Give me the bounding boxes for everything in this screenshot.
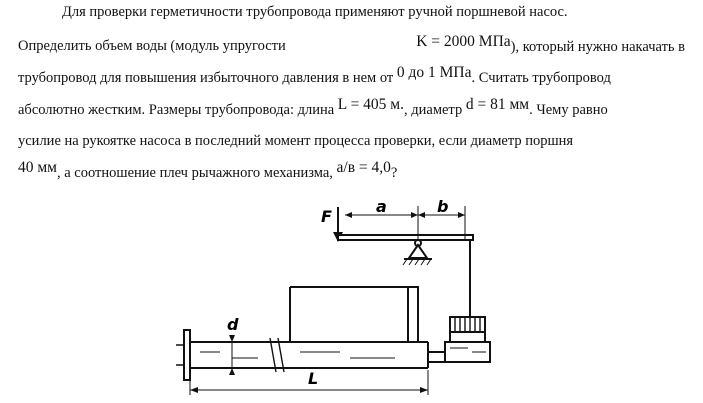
text-segment: Определить объем воды (модуль упругости <box>18 38 286 54</box>
text-segment: ? <box>390 165 398 181</box>
pivot-support <box>409 245 427 258</box>
label-a: a <box>376 197 387 216</box>
label-d: d <box>227 315 239 334</box>
label-length: L <box>308 369 319 388</box>
text-segment: Для проверки герметичности трубопровода применяют ручной поршневой насос. <box>62 4 568 20</box>
formula-piston-diameter: 40 мм <box>18 159 57 176</box>
label-force: F <box>321 207 332 226</box>
text-segment: усилие на рукоятке насоса в последний момент процесса проверки, если диаметр поршня <box>18 133 574 149</box>
water-hatch <box>200 352 395 358</box>
riser <box>408 287 418 342</box>
formula-lever-ratio: a/в = 4,0 <box>336 159 391 176</box>
text-segment: трубопровод для повышения избыточного давления в нем от <box>18 70 394 86</box>
text-segment: , диаметр <box>404 102 463 118</box>
text-segment: . Считать трубопровод <box>471 70 611 86</box>
text-segment: , а соотношение плеч рычажного механизма, <box>57 165 333 181</box>
formula-diameter: d = 81 мм <box>465 96 530 113</box>
label-b: b <box>437 197 449 216</box>
lever <box>338 235 473 240</box>
text-segment: абсолютно жестким. Размеры трубопровода: длина <box>18 102 335 118</box>
text-segment: ), который нужно накачать в <box>510 39 685 55</box>
formula-pressure: 0 до 1 МПа <box>396 64 472 81</box>
break-mark <box>270 338 276 372</box>
left-flange <box>184 330 190 380</box>
formula-length: L = 405 м. <box>337 96 404 113</box>
formula-modulus: K = 2000 МПа <box>416 33 511 50</box>
text-segment: . Чему равно <box>529 102 608 118</box>
